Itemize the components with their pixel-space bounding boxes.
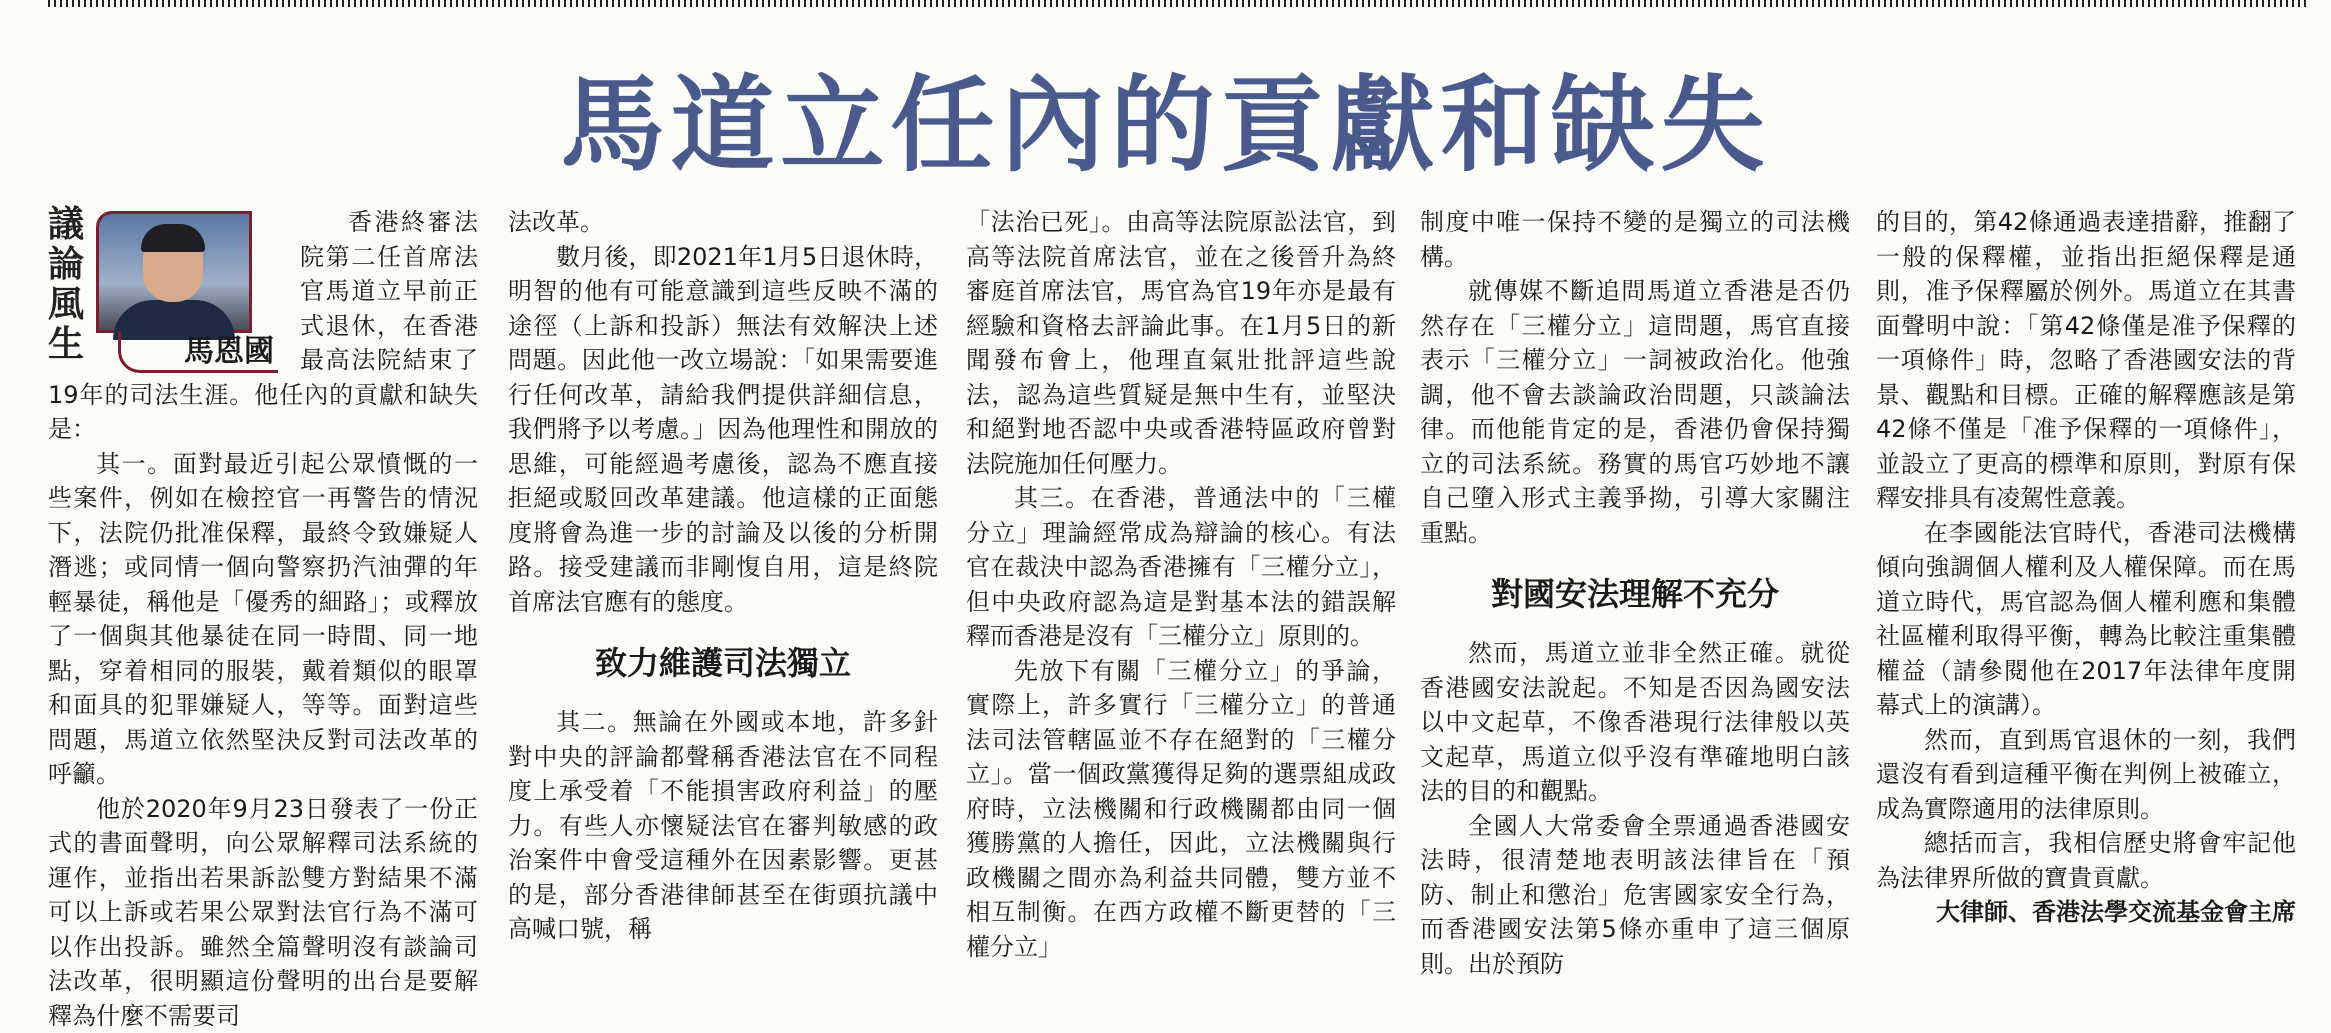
column-tag: 議論風生: [48, 205, 88, 365]
body-paragraph: 他於2020年9月23日發表了一份正式的書面聲明，向公眾解釋司法系統的運作，並指出若果訴訟雙方對結果不滿可以上訴或若果公眾對法官行為不滿可以作出投訴。雖然全篇聲明沒有談論司法改革，很明顯這份聲明的出台是要解釋為什麼不需要司: [48, 792, 478, 1033]
author-name: 馬恩國: [118, 331, 278, 373]
body-paragraph: 其二。無論在外國或本地，許多針對中央的評論都聲稱香港法官在不同程度上承受着「不能損害政府利益」的壓力。有些人亦懷疑法官在審判敏感的政治案件中會受這種外在因素影響。更甚的是，部分香港律師甚至在街頭抗議中高喊口號，稱: [508, 705, 938, 947]
body-paragraph: 就傳媒不斷追問馬道立香港是否仍然存在「三權分立」這問題，馬官直接表示「三權分立」一詞被政治化。他強調，他不會去談論政治問題，只談論法律。而他能肯定的是，香港仍會保持獨立的司法系統。務實的馬官巧妙地不讓自己墮入形式主義爭拗，引導大家關注重點。: [1420, 274, 1850, 550]
subheading: 對國安法理解不充分: [1420, 574, 1850, 614]
body-paragraph: 然而，直到馬官退休的一刻，我們還沒有看到這種平衡在判例上被確立，成為實際適用的法律原則。: [1876, 723, 2296, 827]
top-dotted-rule: [48, 0, 2308, 7]
body-paragraph: 制度中唯一保持不變的是獨立的司法機構。: [1420, 205, 1850, 274]
body-paragraph: 在李國能法官時代，香港司法機構傾向強調個人權利及人權保障。而在馬道立時代，馬官認為個人權利應和集體社區權利取得平衡，轉為比較注重集體權益（請參閱他在2017年法律年度開幕式上的演講）。: [1876, 516, 2296, 723]
body-paragraph: 先放下有關「三權分立」的爭論，實際上，許多實行「三權分立」的普通法司法管轄區並不存在絕對的「三權分立」。當一個政黨獲得足夠的選票組成政府時，立法機關和行政機關都由同一個獲勝黨的人擔任，因此，立法機關與行政機關之間亦為利益共同體，雙方並不相互制衡。在西方政權不斷更替的「三權分立」: [966, 654, 1396, 965]
author-signature: 大律師、香港法學交流基金會主席: [1876, 895, 2296, 930]
body-paragraph: 的目的，第42條通過表達措辭，推翻了一般的保釋權，並指出拒絕保釋是通則，准予保釋屬於例外。馬道立在其書面聲明中說：「第42條僅是准予保釋的一項條件」時，忽略了香港國安法的背景、觀點和目標。正確的解釋應該是第42條不僅是「准予保釋的一項條件」，並設立了更高的標準和原則，對原有保釋安排具有凌駕性意義。: [1876, 205, 2296, 516]
column-5: [1876, 205, 2296, 935]
headline: 馬道立任內的貢獻和缺失: [0, 60, 2331, 190]
body-paragraph: 其三。在香港，普通法中的「三權分立」理論經常成為辯論的核心。有法官在裁決中認為香港擁有「三權分立」，但中央政府認為這是對基本法的錯誤解釋而香港是沒有「三權分立」原則的。: [966, 481, 1396, 654]
body-paragraph: 然而，馬道立並非全然正確。就從香港國安法說起。不知是否因為國安法以中文起草，不像香港現行法律般以英文起草，馬道立似乎沒有準確地明白該法的目的和觀點。: [1420, 636, 1850, 809]
body-paragraph: 全國人大常委會全票通過香港國安法時，很清楚地表明該法律旨在「預防、制止和懲治」危害國家安全行為，而香港國安法第5條亦重申了這三個原則。出於預防: [1420, 809, 1850, 982]
column-3: [966, 205, 1396, 935]
column-2: [508, 205, 938, 935]
subheading: 致力維護司法獨立: [508, 643, 938, 683]
body-paragraph: 其一。面對最近引起公眾憤慨的一些案件，例如在檢控官一再警告的情況下，法院仍批准保釋，最終令致嫌疑人潛逃；或同情一個向警察扔汽油彈的年輕暴徒，稱他是「優秀的細路」；或釋放了一個與其他暴徒在同一時間、同一地點，穿着相同的服裝，戴着類似的眼罩和面具的犯罪嫌疑人，等等。面對這些問題，馬道立依然堅決反對司法改革的呼籲。: [48, 447, 478, 792]
body-paragraph: 數月後，即2021年1月5日退休時，明智的他有可能意識到這些反映不滿的途徑（上訴和投訴）無法有效解決上述問題。因此他一改立場說：「如果需要進行任何改革，請給我們提供詳細信息，我們將予以考慮。」因為他理性和開放的思維，可能經過考慮後，認為不應直接拒絕或駁回改革建議。他這樣的正面態度將會為進一步的討論及以後的分析開路。接受建議而非剛愎自用，這是終院首席法官應有的態度。: [508, 240, 938, 620]
author-byline: [48, 205, 278, 375]
photo-hair: [141, 224, 205, 252]
author-photo: [96, 211, 252, 333]
body-paragraph: 總括而言，我相信歷史將會牢記他為法律界所做的寶貴貢獻。: [1876, 826, 2296, 895]
body-paragraph: 法改革。: [508, 205, 938, 240]
body-paragraph: 「法治已死」。由高等法院原訟法官，到高等法院首席法官，並在之後晉升為終審庭首席法官，馬官為官19年亦是最有經驗和資格去評論此事。在1月5日的新聞發布會上，他理直氣壯批評這些說法，認為這些質疑是無中生有，並堅決和絕對地否認中央或香港特區政府曾對法院施加任何壓力。: [966, 205, 1396, 481]
intro-paragraph: 香港終審法院第二任首席法官馬道立早前正式退休，在香港最高法院結束了19年的司法生涯。他任內的貢獻和缺失是：: [48, 205, 478, 447]
column-1: [48, 205, 478, 935]
column-4: [1420, 205, 1850, 935]
